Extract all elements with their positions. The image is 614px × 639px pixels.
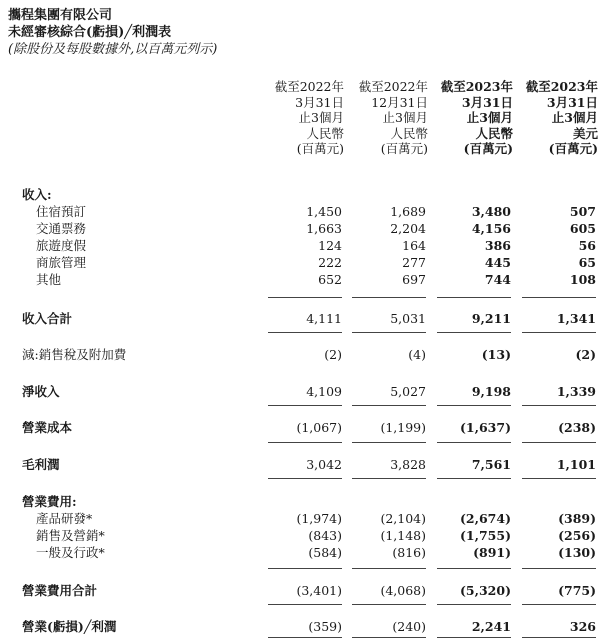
cell-value: (2)	[575, 347, 596, 362]
divider	[352, 478, 426, 479]
column-header-line: (百萬元)	[296, 141, 344, 156]
row-label: 銷售及營銷*	[36, 528, 105, 543]
cell-value: 3,480	[471, 204, 511, 219]
divider	[522, 332, 596, 333]
cell-value: 4,109	[306, 384, 342, 399]
cell-value: 222	[318, 255, 342, 270]
cell-value: 697	[402, 272, 426, 287]
cell-value: 9,211	[471, 311, 511, 326]
column-header-line: 美元	[572, 125, 598, 141]
divider	[522, 405, 596, 406]
cell-value: (1,067)	[296, 420, 342, 435]
divider	[352, 637, 426, 638]
table-row	[0, 203, 614, 220]
table-row	[0, 186, 614, 203]
row-label: 營業費用合計	[22, 583, 98, 598]
divider	[352, 568, 426, 569]
cell-value: 4,111	[306, 311, 342, 326]
row-label: 其他	[36, 272, 62, 287]
divider	[437, 604, 511, 605]
cell-value: 1,450	[306, 204, 342, 219]
cell-value: (1,974)	[296, 511, 342, 526]
cell-value: 5,027	[390, 384, 426, 399]
cell-value: 386	[484, 238, 511, 253]
unit-note: (除股份及每股數據外,以百萬元列示)	[8, 42, 218, 57]
cell-value: 3,828	[390, 457, 426, 472]
divider	[268, 442, 342, 443]
cell-value: (843)	[308, 528, 342, 543]
divider	[268, 604, 342, 605]
cell-value: (1,148)	[380, 528, 426, 543]
column-header-line: 3月31日	[461, 94, 513, 110]
cell-value: 1,341	[556, 311, 596, 326]
cell-value: (775)	[558, 583, 596, 598]
column-header-line: 人民幣	[306, 125, 344, 141]
row-label: 毛利潤	[22, 457, 60, 472]
column-header-line: 止3個月	[298, 110, 344, 125]
divider	[268, 405, 342, 406]
divider	[522, 637, 596, 638]
cell-value: (238)	[558, 420, 596, 435]
column-header-line: 截至2023年	[440, 79, 513, 94]
column-header-4	[516, 79, 598, 157]
cell-value: (816)	[392, 545, 426, 560]
column-header-line: 止3個月	[466, 110, 513, 125]
divider	[268, 568, 342, 569]
cell-value: 2,204	[390, 221, 426, 236]
divider	[437, 332, 511, 333]
table-row	[0, 220, 614, 237]
company-name: 攜程集團有限公司	[8, 8, 113, 23]
divider	[437, 405, 511, 406]
cell-value: (584)	[308, 545, 342, 560]
divider	[268, 637, 342, 638]
divider	[352, 442, 426, 443]
column-header-line: 截至2022年	[358, 79, 428, 94]
cell-value: 652	[318, 272, 342, 287]
cell-value: 5,031	[390, 311, 426, 326]
column-header-2	[346, 79, 428, 157]
cell-value: 277	[402, 255, 426, 270]
divider	[268, 478, 342, 479]
cell-value: (1,199)	[380, 420, 426, 435]
row-label: 一般及行政*	[36, 545, 105, 560]
cell-value: (891)	[473, 545, 511, 560]
column-header-line: 12月31日	[371, 94, 428, 110]
column-header-line: (百萬元)	[463, 141, 513, 156]
divider	[268, 297, 342, 298]
column-header-line: 截至2022年	[274, 79, 344, 94]
row-label: 旅遊度假	[36, 238, 87, 253]
cell-value: (2,674)	[460, 511, 511, 526]
column-header-line: 人民幣	[475, 125, 513, 141]
divider	[522, 442, 596, 443]
column-header-line: 3月31日	[295, 94, 344, 110]
cell-value: 3,042	[306, 457, 342, 472]
row-label: 收入:	[22, 187, 52, 202]
column-header-line: (百萬元)	[380, 141, 428, 156]
cell-value: (389)	[558, 511, 596, 526]
row-label: 收入合計	[22, 311, 73, 326]
cell-value: 124	[318, 238, 342, 253]
column-header-line: 止3個月	[551, 110, 598, 125]
cell-value: (256)	[558, 528, 596, 543]
table-row	[0, 310, 614, 327]
cell-value: (1,755)	[460, 528, 511, 543]
divider	[522, 478, 596, 479]
row-label: 交通票務	[36, 221, 87, 236]
table-row	[0, 582, 614, 599]
table-row	[0, 510, 614, 527]
table-row	[0, 271, 614, 288]
table-row	[0, 493, 614, 510]
row-label: 營業(虧損)╱利潤	[22, 619, 117, 634]
column-header-line: 止3個月	[382, 110, 428, 125]
divider	[437, 568, 511, 569]
cell-value: 56	[578, 238, 596, 253]
divider	[268, 332, 342, 333]
table-row	[0, 254, 614, 271]
cell-value: (4,068)	[380, 583, 426, 598]
column-header-3	[431, 79, 513, 157]
cell-value: 1,339	[556, 384, 596, 399]
cell-value: (2)	[324, 347, 342, 362]
cell-value: 164	[402, 238, 426, 253]
divider	[437, 478, 511, 479]
cell-value: (2,104)	[380, 511, 426, 526]
statement-title: 未經審核綜合(虧損)╱利潤表	[8, 25, 172, 40]
table-row	[0, 456, 614, 473]
cell-value: (5,320)	[460, 583, 511, 598]
cell-value: 4,156	[471, 221, 511, 236]
cell-value: (130)	[558, 545, 596, 560]
row-label: 住宿預訂	[36, 204, 87, 219]
cell-value: (3,401)	[296, 583, 342, 598]
row-label: 營業費用:	[22, 494, 77, 509]
cell-value: 2,241	[471, 619, 511, 634]
table-row	[0, 346, 614, 363]
row-label: 產品研發*	[36, 511, 93, 526]
divider	[437, 442, 511, 443]
cell-value: 445	[484, 255, 511, 270]
row-label: 淨收入	[22, 384, 60, 399]
table-row	[0, 383, 614, 400]
column-header-line: 人民幣	[390, 125, 428, 141]
cell-value: 1,689	[390, 204, 426, 219]
cell-value: 108	[569, 272, 596, 287]
divider	[352, 604, 426, 605]
row-label: 減:銷售稅及附加費	[22, 347, 127, 362]
cell-value: 605	[569, 221, 596, 236]
cell-value: 1,101	[556, 457, 596, 472]
divider	[522, 604, 596, 605]
cell-value: (13)	[481, 347, 511, 362]
cell-value: 507	[569, 204, 596, 219]
table-row	[0, 618, 614, 635]
divider	[352, 405, 426, 406]
column-header-line: 截至2023年	[525, 79, 598, 94]
cell-value: 9,198	[471, 384, 511, 399]
column-header-line: 3月31日	[546, 94, 598, 110]
cell-value: (240)	[392, 619, 426, 634]
cell-value: 326	[569, 619, 596, 634]
table-row	[0, 544, 614, 561]
column-header-line: (百萬元)	[548, 141, 598, 156]
cell-value: 744	[484, 272, 511, 287]
table-row	[0, 419, 614, 436]
divider	[437, 297, 511, 298]
cell-value: 7,561	[471, 457, 511, 472]
row-label: 營業成本	[22, 420, 73, 435]
column-header-1	[262, 79, 344, 157]
cell-value: 1,663	[306, 221, 342, 236]
divider	[352, 297, 426, 298]
table-row	[0, 237, 614, 254]
cell-value: (4)	[408, 347, 426, 362]
cell-value: (359)	[308, 619, 342, 634]
cell-value: (1,637)	[460, 420, 511, 435]
divider	[522, 297, 596, 298]
cell-value: 65	[578, 255, 596, 270]
row-label: 商旅管理	[36, 255, 87, 270]
divider	[437, 637, 511, 638]
divider	[522, 568, 596, 569]
divider	[352, 332, 426, 333]
table-row	[0, 527, 614, 544]
